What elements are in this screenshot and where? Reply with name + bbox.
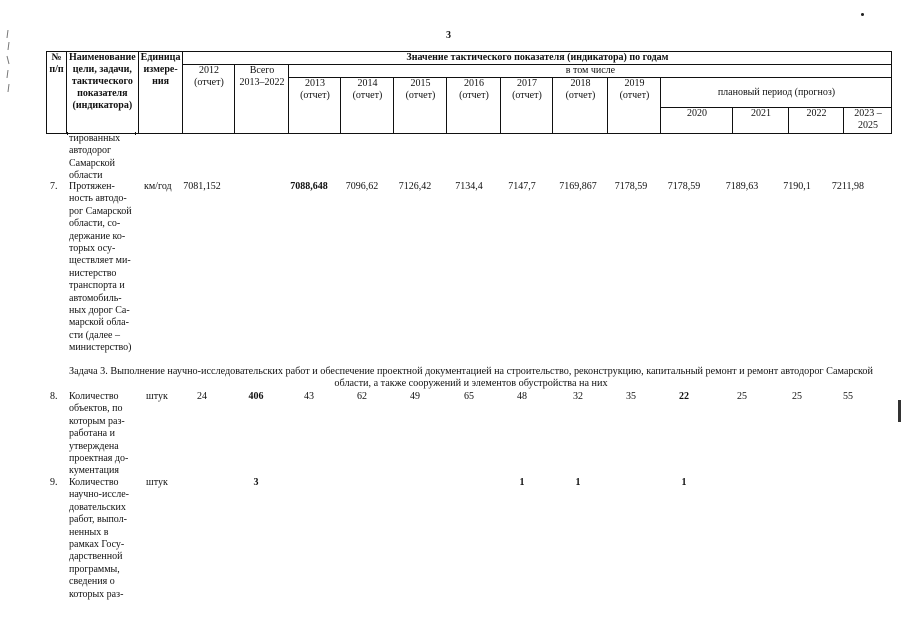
col-2018-header: 2018 (отчет) [553, 78, 608, 134]
row-8-value-2017: 48 [517, 391, 527, 402]
column-rule [67, 132, 68, 135]
scan-edge-marks [3, 30, 13, 100]
scan-speck [861, 13, 864, 16]
row-8-number: 8. [50, 391, 58, 402]
row-8-value-2020: 22 [679, 391, 689, 402]
row-9-value-2017: 1 [519, 477, 525, 488]
row-8-value-2014: 62 [357, 391, 367, 402]
col-2023-2025-header: 2023 – 2025 [844, 108, 892, 134]
row-8-value-2015: 49 [410, 391, 420, 402]
values-group-header: Значение тактического показателя (индикатора) по годам [183, 52, 892, 65]
col-2013-header: 2013 (отчет) [289, 78, 341, 134]
table-header [46, 51, 892, 134]
row-7-value-2012: 7081,152 [183, 181, 221, 192]
carry-over-text: тированных автодорог Самарской области [69, 133, 121, 182]
row-7-value-2020: 7178,59 [667, 181, 701, 192]
col-2016-header: 2016 (отчет) [447, 78, 501, 134]
row-8-value-2021: 25 [737, 391, 747, 402]
row-8-value-2013: 43 [304, 391, 314, 402]
row-9-number: 9. [50, 477, 58, 488]
row-7-value-2014: 7096,62 [345, 181, 379, 192]
col-total-header: Всего 2013–2022 [235, 65, 289, 134]
row-7-number: 7. [50, 181, 58, 192]
row-7-value-2016: 7134,4 [455, 181, 483, 192]
row-7-value-2019: 7178,59 [614, 181, 648, 192]
row-7-value-2018: 7169,867 [559, 181, 597, 192]
incl-header: в том числе [289, 65, 892, 78]
row-7-value-2015: 7126,42 [398, 181, 432, 192]
page-number: 3 [446, 30, 451, 41]
col-2015-header: 2015 (отчет) [394, 78, 447, 134]
col-name-header: Наименование цели, задачи, тактического показателя (индикатора) [67, 52, 139, 134]
col-2020-header: 2020 [661, 108, 733, 134]
row-9-value-2020: 1 [681, 477, 687, 488]
row-7-value-2023-2025: 7211,98 [831, 181, 865, 192]
row-7-value-2017: 7147,7 [508, 181, 536, 192]
col-2012-header: 2012 (отчет) [183, 65, 235, 134]
row-9-name: Количество научно-иссле-довательских работ, выпол-ненных в рамках Госу-дарственной программы, сведения о которых раз- [69, 477, 129, 600]
row-8-value-2012: 24 [197, 391, 207, 402]
row-8-name: Количество объектов, по которым раз-работана и утверждена проектная до-кументация [69, 391, 129, 477]
plan-period-header: плановый период (прогноз) [661, 78, 892, 108]
row-8-unit: штук [146, 391, 168, 402]
row-8-value-2023-2025: 55 [843, 391, 853, 402]
col-2017-header: 2017 (отчет) [501, 78, 553, 134]
row-7-value-2022: 7190,1 [783, 181, 811, 192]
col-2014-header: 2014 (отчет) [341, 78, 394, 134]
col-2021-header: 2021 [733, 108, 789, 134]
col-unit-header: Единица измере-ния [138, 52, 183, 134]
row-7-unit: км/год [144, 181, 172, 192]
col-2022-header: 2022 [789, 108, 844, 134]
row-8-value-2016: 65 [464, 391, 474, 402]
row-9-value-total: 3 [253, 477, 259, 488]
scan-edge-mark [898, 400, 901, 422]
col-no-header: № п/п [47, 52, 67, 134]
column-rule [135, 132, 136, 135]
row-8-value-total: 406 [248, 391, 264, 402]
row-9-unit: штук [146, 477, 168, 488]
row-7-value-2021: 7189,63 [725, 181, 759, 192]
row-7-name: Протяжен-ность автодо-рог Самарской области, со-держание ко-торых осу-ществляет ми-нистерство транспорта и автомобиль-ных дорог Са-марской обла-сти (далее – министерство) [69, 181, 132, 354]
col-2019-header: 2019 (отчет) [608, 78, 661, 134]
row-9-value-2018: 1 [575, 477, 581, 488]
task-3-heading: Задача 3. Выполнение научно-исследовательских работ и обеспечение проектной документацией на строительство, реконструкцию, капитальный ремонт и ремонт автодорог Самарской области, а также сооружений и элементов обустройства на них [69, 366, 873, 390]
row-7-value-2013: 7088,648 [290, 181, 328, 192]
row-8-value-2022: 25 [792, 391, 802, 402]
row-8-value-2019: 35 [626, 391, 636, 402]
row-8-value-2018: 32 [573, 391, 583, 402]
